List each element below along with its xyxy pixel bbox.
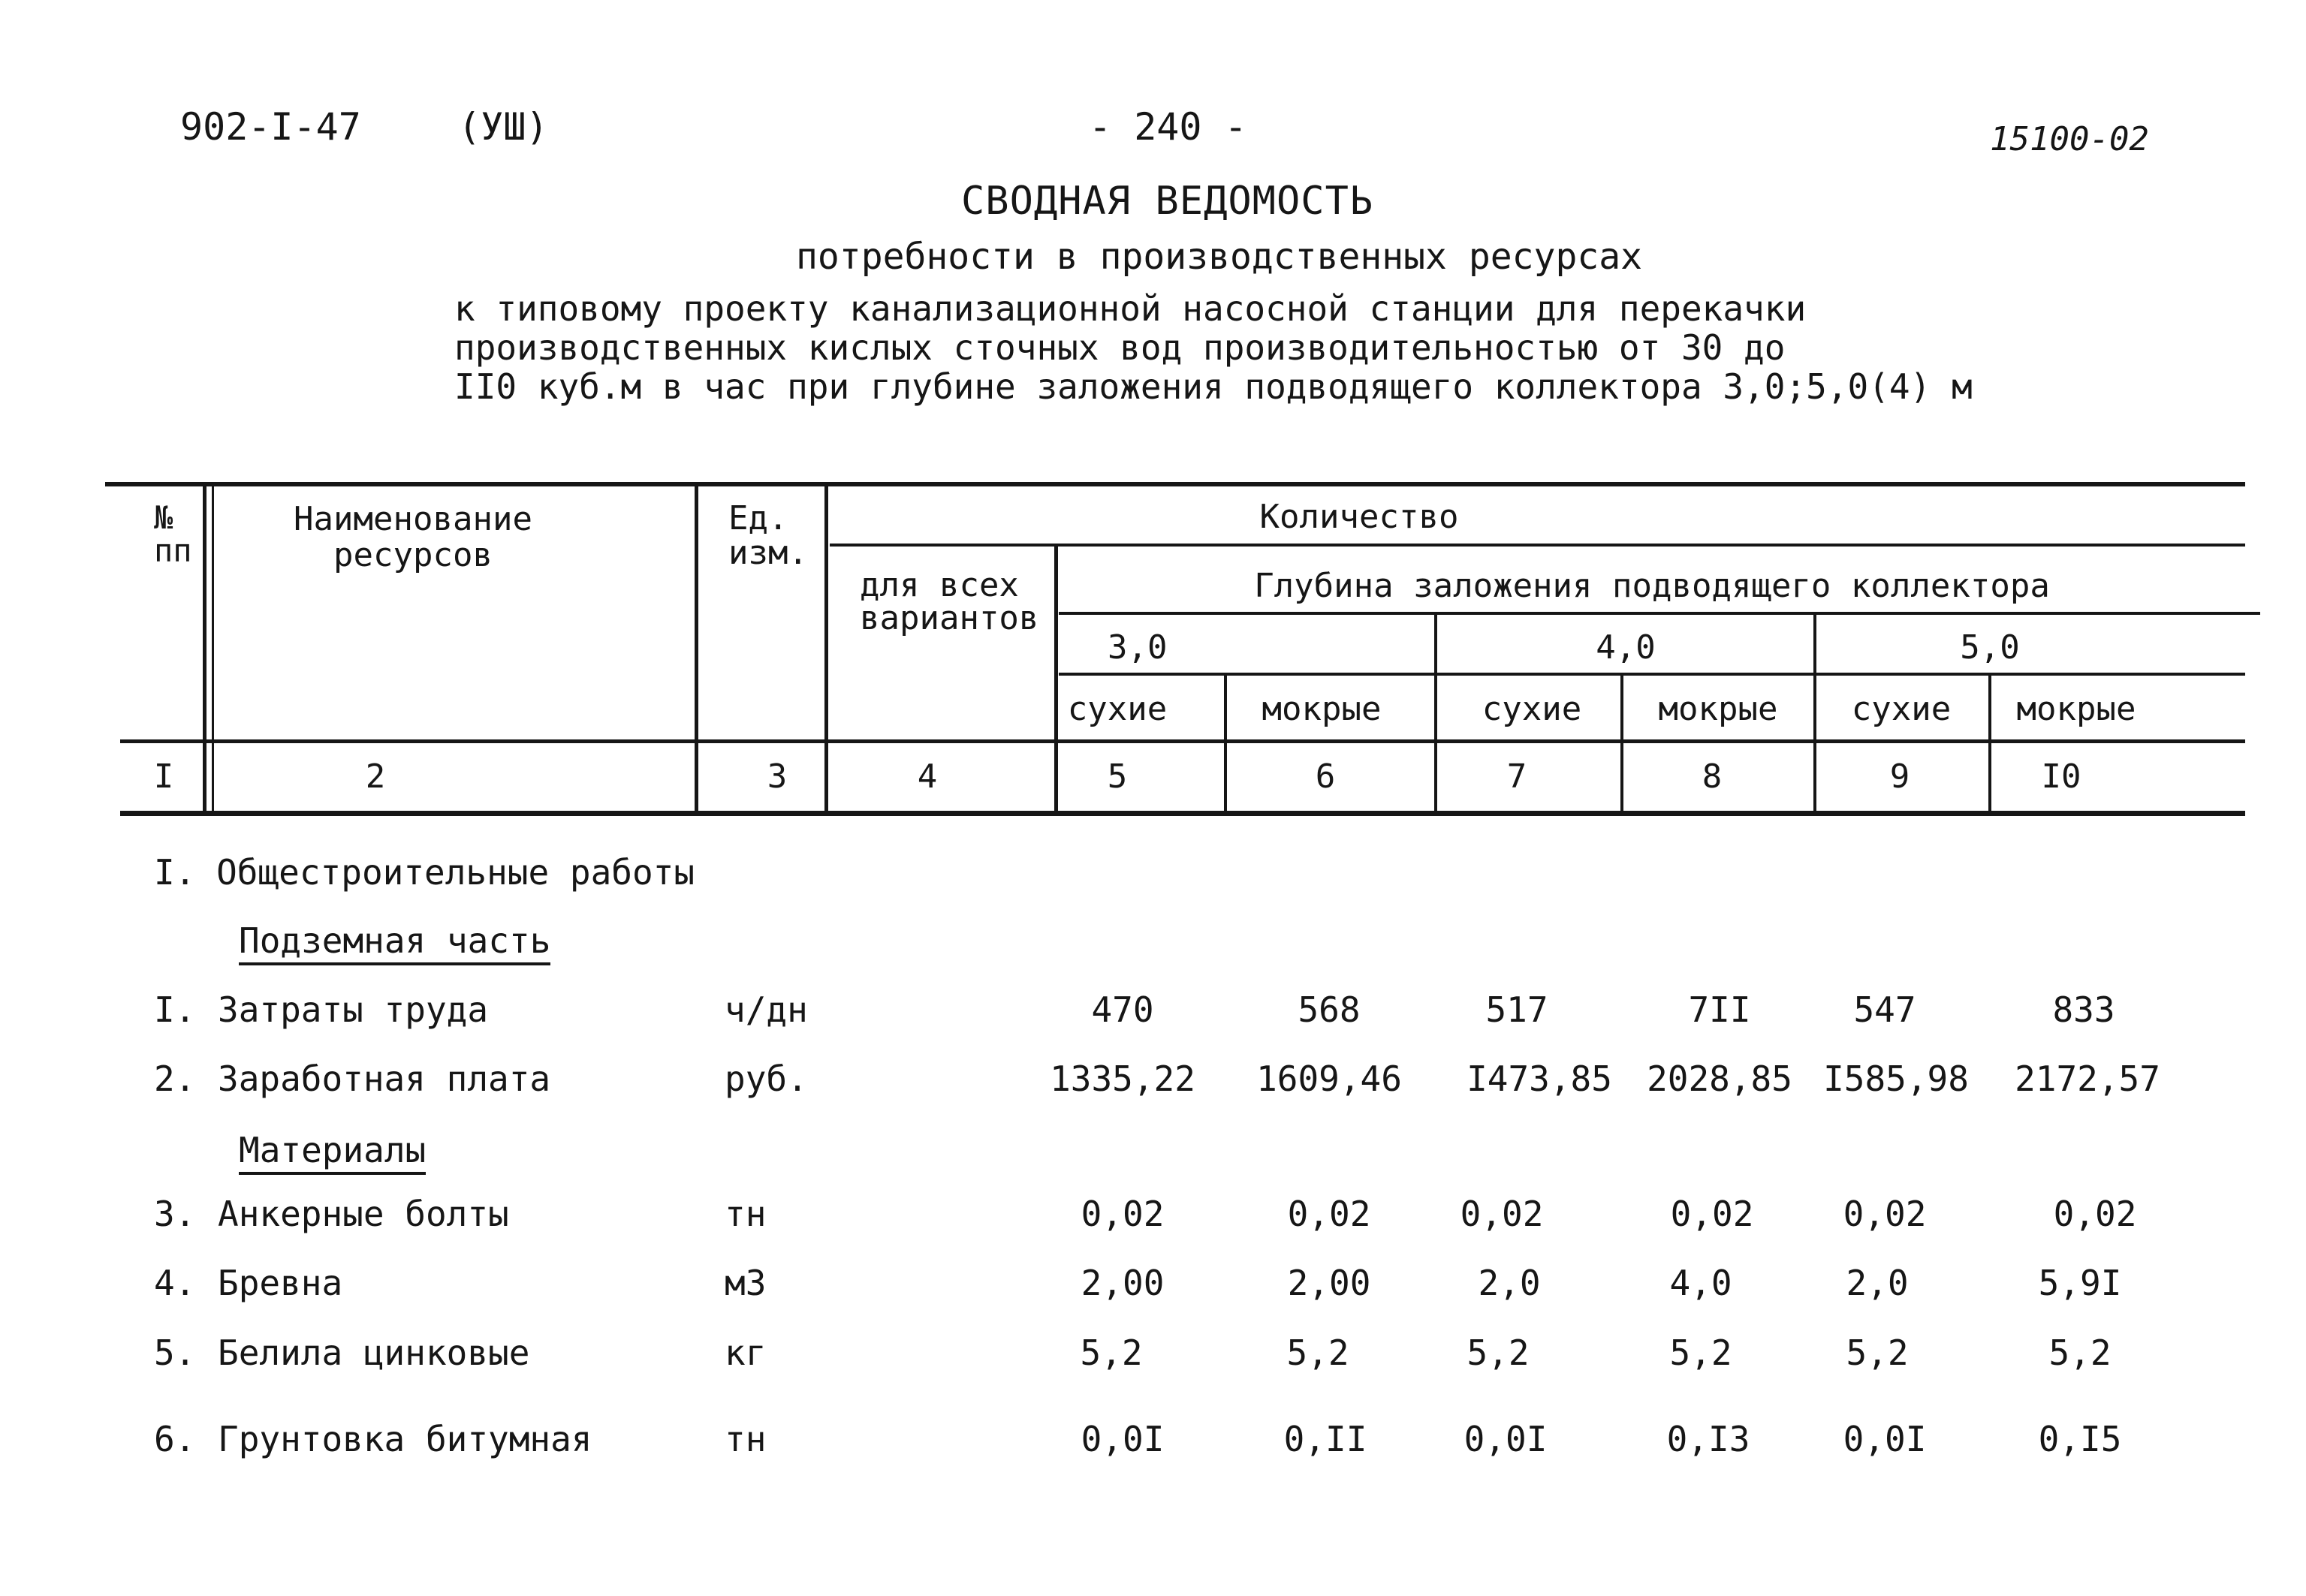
cell-wet-4: 0,02 <box>1670 1194 1754 1234</box>
row-name: Бревна <box>218 1263 343 1303</box>
table-row <box>0 1194 2306 1239</box>
cell-dry-3: 470 <box>1091 989 1154 1030</box>
th-depth: Глубина заложения подводящего коллектора <box>1254 567 2050 605</box>
cell-dry-5: 0,0I <box>1843 1419 1927 1459</box>
cell-wet-5: 833 <box>2052 989 2115 1030</box>
cell-dry-4: 0,0I <box>1463 1419 1548 1459</box>
cell-dry-4: 517 <box>1485 989 1548 1030</box>
row-num: 3. <box>154 1194 196 1234</box>
description-line-3: II0 куб.м в час при глубине заложения подводящего коллектора 3,0;5,0(4) м <box>454 366 1973 407</box>
subsection-underground <box>239 920 550 961</box>
cell-wet-4: 0,I3 <box>1666 1419 1750 1459</box>
vline-c5 <box>1224 674 1227 814</box>
cell-dry-3: 0,02 <box>1081 1194 1165 1234</box>
th-dry-4: сухие <box>1482 690 1582 728</box>
row-name: Затраты труда <box>218 989 489 1030</box>
colnum-3: 3 <box>767 757 788 796</box>
row-num: 4. <box>154 1263 196 1303</box>
cell-wet-5: 0,02 <box>2053 1194 2137 1234</box>
row-unit: ч/дн <box>725 989 808 1030</box>
cell-dry-3: 5,2 <box>1080 1333 1143 1373</box>
colnum-10: I0 <box>2041 757 2081 796</box>
row-unit: м3 <box>725 1263 767 1303</box>
description-line-2: производственных кислых сточных вод производительностью от 30 до <box>454 327 1786 368</box>
cell-dry-3: 1335,22 <box>1050 1058 1195 1099</box>
row-name: Грунтовка битумная <box>218 1419 592 1459</box>
cell-wet-4: 5,2 <box>1669 1333 1732 1373</box>
row-name: Анкерные болты <box>218 1194 509 1234</box>
table-row <box>0 1419 2306 1464</box>
cell-dry-4: I473,85 <box>1466 1058 1612 1099</box>
th-num: № пп <box>154 499 192 569</box>
colnum-6: 6 <box>1315 757 1336 796</box>
cell-dry-4: 0,02 <box>1460 1194 1544 1234</box>
page-number: - 240 - <box>1089 105 1247 149</box>
colnum-9: 9 <box>1889 757 1910 796</box>
table-row <box>0 1263 2306 1308</box>
cell-wet-3: 2,00 <box>1287 1263 1371 1303</box>
th-quantity: Количество <box>1259 498 1459 536</box>
inventory-stamp: 15100-02 <box>1990 120 2149 158</box>
colnum-2: 2 <box>365 757 386 796</box>
row-unit: руб. <box>725 1058 808 1099</box>
subtype-rule <box>1059 673 2245 676</box>
table-top-rule <box>105 482 2245 486</box>
document-code: 902-I-47 <box>180 105 361 149</box>
album-number: (УШ) <box>458 105 549 149</box>
vline-c9 <box>1988 674 1991 814</box>
th-all-variants: для всех вариантов <box>860 566 1039 637</box>
cell-wet-5: 5,9I <box>2038 1263 2122 1303</box>
table-row <box>0 1058 2306 1104</box>
quantity-rule <box>830 544 2245 547</box>
subsection-materials <box>239 1130 426 1170</box>
document-title: СВОДНАЯ ВЕДОМОСТЬ <box>961 179 1374 224</box>
row-unit: тн <box>725 1194 767 1234</box>
cell-wet-3: 0,II <box>1283 1419 1367 1459</box>
vline-unit <box>824 484 828 815</box>
th-unit: Ед. изм. <box>728 499 808 572</box>
cell-wet-5: 2172,57 <box>2015 1058 2160 1099</box>
row-name: Заработная плата <box>218 1058 551 1099</box>
th-depth-4: 4,0 <box>1596 628 1656 667</box>
cell-dry-5: 2,0 <box>1846 1263 1909 1303</box>
vline-num <box>203 484 206 815</box>
cell-dry-5: I585,98 <box>1823 1058 1969 1099</box>
cell-wet-4: 2028,85 <box>1647 1058 1792 1099</box>
cell-dry-5: 0,02 <box>1843 1194 1927 1234</box>
cell-wet-3: 0,02 <box>1287 1194 1371 1234</box>
colnum-7: 7 <box>1506 757 1527 796</box>
vline-c8 <box>1813 613 1816 814</box>
cell-wet-5: 5,2 <box>2048 1333 2112 1373</box>
header-bottom-rule <box>120 739 2245 743</box>
row-unit: тн <box>725 1419 767 1459</box>
cell-dry-4: 2,0 <box>1478 1263 1541 1303</box>
cell-wet-4: 4,0 <box>1669 1263 1732 1303</box>
cell-dry-4: 5,2 <box>1466 1333 1530 1373</box>
row-name: Белила цинковые <box>218 1333 530 1373</box>
row-num: 6. <box>154 1419 196 1459</box>
document-subtitle: потребности в производственных ресурсах <box>796 236 1643 278</box>
colnum-1: I <box>153 757 174 796</box>
th-depth-3: 3,0 <box>1108 628 1168 667</box>
row-num: 5. <box>154 1333 196 1373</box>
cell-wet-3: 1609,46 <box>1256 1058 1402 1099</box>
table-row <box>0 989 2306 1034</box>
description-line-1: к типовому проекту канализационной насосной станции для перекачки <box>454 288 1807 329</box>
cell-dry-3: 0,0I <box>1081 1419 1165 1459</box>
th-dry-5: сухие <box>1851 690 1952 728</box>
th-dry-3: сухие <box>1067 690 1168 728</box>
colnum-8: 8 <box>1702 757 1723 796</box>
cell-dry-3: 2,00 <box>1081 1263 1165 1303</box>
cell-wet-3: 568 <box>1298 989 1361 1030</box>
document-description <box>454 289 1973 406</box>
vline-c7 <box>1620 674 1623 814</box>
cell-wet-5: 0,I5 <box>2038 1419 2122 1459</box>
cell-dry-5: 547 <box>1853 989 1916 1030</box>
th-wet-3: мокрые <box>1262 690 1382 728</box>
vline-num-2 <box>212 484 214 815</box>
th-wet-4: мокрые <box>1658 690 1778 728</box>
row-num: 2. <box>154 1058 196 1099</box>
cell-dry-5: 5,2 <box>1846 1333 1909 1373</box>
vline-name <box>695 484 698 815</box>
colnum-4: 4 <box>917 757 938 796</box>
vline-c6 <box>1434 613 1437 814</box>
cell-wet-3: 5,2 <box>1286 1333 1349 1373</box>
subsection-underground-label: Подземная часть <box>239 920 550 965</box>
table-row <box>0 1333 2306 1378</box>
th-depth-5: 5,0 <box>1960 628 2020 667</box>
cell-wet-4: 7II <box>1688 989 1751 1030</box>
depth-rule <box>1059 612 2260 615</box>
th-name: Наименование ресурсов <box>294 500 532 574</box>
subsection-materials-label: Материалы <box>239 1130 426 1175</box>
vline-all <box>1054 545 1058 814</box>
row-num: I. <box>154 989 196 1030</box>
column-numbers-rule <box>120 811 2245 816</box>
th-wet-5: мокрые <box>2016 690 2136 728</box>
row-unit: кг <box>725 1333 767 1373</box>
colnum-5: 5 <box>1107 757 1128 796</box>
section-heading: I. Общестроительные работы <box>154 852 695 893</box>
